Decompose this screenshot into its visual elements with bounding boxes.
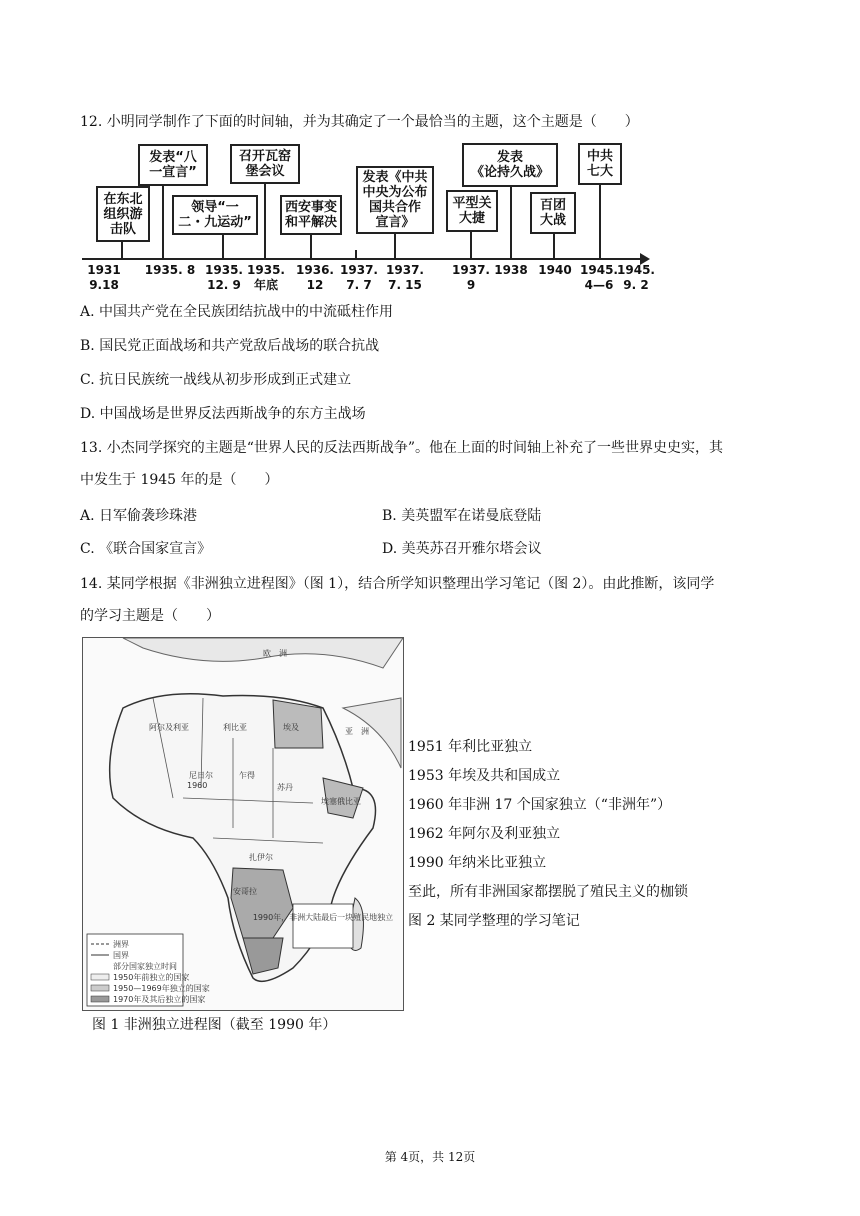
timeline-date: 1938 (494, 263, 528, 277)
timeline-stem (310, 235, 312, 258)
q13-option-b: B. 美英盟军在诺曼底登陆 (382, 508, 542, 524)
note-line: 1962 年阿尔及利亚独立 (408, 826, 561, 842)
q14-stem-line1: 14. 某同学根据《非洲独立进程图》（图 1），结合所学知识整理出学习笔记（图 2）。由此推断，该同学 (80, 576, 715, 592)
timeline-date: 1931 9.18 (87, 263, 121, 292)
map-label-sudan: 苏丹 (277, 783, 293, 792)
timeline-event: 召开瓦窑 堡会议 (230, 144, 300, 184)
timeline-event: 发表“八 一宣言” (138, 144, 208, 186)
legend-item: 1950年前独立的国家 (113, 973, 190, 982)
note-line: 1953 年埃及共和国成立 (408, 768, 561, 784)
map-label-niger: 尼日尔 (189, 771, 213, 780)
timeline-event: 在东北 组织游 击队 (96, 186, 150, 242)
q12-option-b: B. 国民党正面战场和共产党敌后战场的联合抗战 (80, 338, 380, 354)
legend-item: 1970年及其后独立的国家 (113, 995, 206, 1004)
q13-stem-line2: 中发生于 1945 年的是（ ） (80, 472, 279, 488)
q13-stem-line1: 13. 小杰同学探究的主题是“世界人民的反法西斯战争”。他在上面的时间轴上补充了一些世界史史实，其 (80, 440, 724, 456)
legend-item: 国界 (113, 951, 129, 960)
q13-option-c: C. 《联合国家宣言》 (80, 541, 212, 557)
notes-caption: 图 2 某同学整理的学习笔记 (408, 913, 580, 929)
map-label-sea2: 亚 洲 (345, 727, 369, 736)
timeline-event: 西安事变 和平解决 (280, 195, 342, 235)
map-label-chad: 乍得 (239, 771, 255, 780)
timeline-stem (394, 234, 396, 258)
africa-map (82, 637, 404, 1011)
q12-stem: 12. 小明同学制作了下面的时间轴，并为其确定了一个最恰当的主题，这个主题是（ ） (80, 114, 639, 130)
timeline-stem (470, 232, 472, 258)
map-label-namibia-note: 1990年，非洲大陆最后一块殖民地独立 (252, 913, 394, 922)
note-line: 至此，所有非洲国家都摆脱了殖民主义的枷锁 (408, 884, 688, 900)
legend-item: 1950—1969年独立的国家 (113, 984, 210, 993)
timeline-date: 1935. 年底 (247, 263, 285, 292)
map-label-algeria: 阿尔及利亚 (149, 723, 189, 732)
timeline-event: 发表《中共 中央为公布 国共合作 宣言》 (356, 166, 434, 234)
timeline-event: 平型关 大捷 (446, 190, 498, 232)
timeline-date: 1937. 7. 7 (340, 263, 378, 292)
q13-option-a: A. 日军偷袭珍珠港 (80, 508, 198, 524)
map-label-libya: 利比亚 (223, 723, 247, 732)
timeline-event: 中共 七大 (578, 143, 622, 185)
timeline-stem (121, 242, 123, 258)
note-line: 1960 年非洲 17 个国家独立（“非洲年”） (408, 797, 672, 813)
timeline-date: 1935. 8 (144, 263, 196, 277)
q13-option-d: D. 美英苏召开雅尔塔会议 (382, 541, 542, 557)
timeline-event: 发表 《论持久战》 (462, 143, 558, 187)
timeline-event: 百团 大战 (530, 192, 576, 234)
timeline-date: 1935. 12. 9 (205, 263, 243, 292)
timeline-date: 1936. 12 (296, 263, 334, 292)
timeline-stem (510, 187, 512, 258)
africa-map-svg (83, 638, 403, 1010)
q12-option-a: A. 中国共产党在全民族团结抗战中的中流砥柱作用 (80, 304, 394, 320)
timeline-stem (222, 235, 224, 258)
map-label-sea1: 欧 洲 (263, 649, 287, 658)
timeline-stem (553, 234, 555, 258)
legend-item: 部分国家独立时间 (113, 962, 177, 971)
timeline-stem (599, 185, 601, 258)
timeline-date: 1937. 9 (452, 263, 490, 292)
map-label-angola: 安哥拉 (233, 887, 257, 896)
timeline-event: 领导“一 二・九运动” (172, 195, 258, 235)
timeline-tick (355, 250, 357, 259)
map-label-year-1960: 1960 (187, 781, 208, 790)
timeline-date: 1945. 9. 2 (617, 263, 655, 292)
legend-item: 洲界 (113, 940, 129, 949)
map-label-egypt: 埃及 (283, 723, 299, 732)
page-footer: 第 4页，共 12页 (384, 1150, 476, 1164)
q12-option-d: D. 中国战场是世界反法西斯战争的东方主战场 (80, 406, 366, 422)
map-caption: 图 1 非洲独立进程图（截至 1990 年） (92, 1017, 337, 1033)
map-label-ethiopia: 埃塞俄比亚 (321, 797, 361, 806)
q14-stem-line2: 的学习主题是（ ） (80, 608, 220, 624)
timeline-date: 1945. 4—6 (580, 263, 618, 292)
map-label-zaire: 扎伊尔 (249, 853, 273, 862)
timeline-stem (162, 186, 164, 258)
note-line: 1990 年纳米比亚独立 (408, 855, 547, 871)
q12-option-c: C. 抗日民族统一战线从初步形成到正式建立 (80, 372, 352, 388)
timeline-date: 1937. 7. 15 (386, 263, 424, 292)
note-line: 1951 年利比亚独立 (408, 739, 533, 755)
timeline-stem (264, 184, 266, 258)
timeline-axis (82, 258, 647, 260)
timeline-date: 1940 (538, 263, 572, 277)
